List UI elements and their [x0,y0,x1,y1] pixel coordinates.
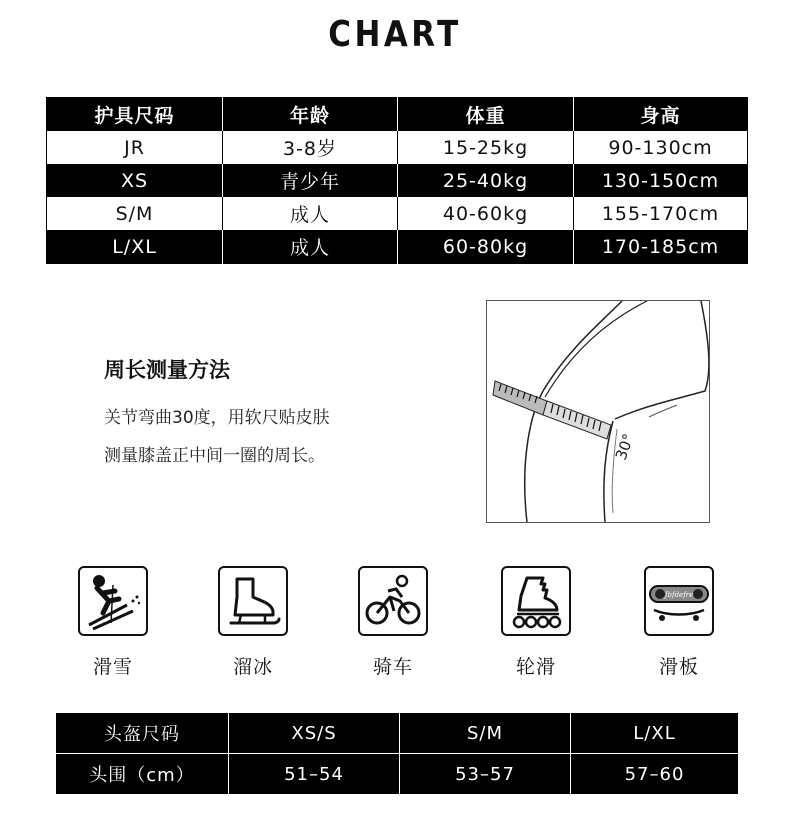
knee-measurement-illustration [486,300,710,523]
sport-label: 滑雪 [92,656,133,678]
table-cell: 25-40kg [398,164,574,197]
sport-label: 骑车 [372,656,413,678]
table-cell: 头围（cm） [89,765,195,786]
table-cell: 170-185cm [574,230,748,264]
cycling-icon [358,566,428,636]
table-cell: 成人 [223,197,398,230]
sport-skateboarding [642,566,716,679]
table-cell: S/M [47,197,223,230]
sport-label: 溜冰 [232,656,273,678]
angle-label: 30° [611,431,638,463]
table-cell: L/XL [47,230,223,264]
roller-skate-icon [501,566,571,636]
table-row [47,164,748,197]
sport-label: 轮滑 [515,656,556,678]
measurement-instruction-line: 关节弯曲30度，用软尺贴皮肤 [104,408,330,428]
table-cell: 51–54 [229,754,400,795]
table-header-row [47,98,748,132]
header-cell: 年龄 [223,98,398,132]
skateboard-deck-text: Jbfdefre [664,591,694,599]
helmet-header-row [56,713,738,754]
table-row [47,230,748,264]
table-cell: 40-60kg [398,197,574,230]
header-cell: 护具尺码 [47,98,223,132]
header-cell: 身高 [574,98,748,132]
header-cell: L/XL [571,713,739,754]
sport-skiing [76,566,150,679]
table-cell: 青少年 [223,164,398,197]
page-title: CHART [328,14,462,55]
table-cell: 130-150cm [574,164,748,197]
helmet-size-table [56,713,738,794]
table-cell: JR [47,131,223,164]
skiing-icon [78,566,148,636]
sport-cycling [356,566,430,679]
measurement-instruction-line: 测量膝盖正中间一圈的周长。 [104,446,325,466]
sport-roller-skating [499,566,573,679]
table-cell: XS [47,164,223,197]
table-cell: 57–60 [571,754,739,795]
table-cell: 15-25kg [398,131,574,164]
ice-skate-icon [218,566,288,636]
measuring-tape [493,381,611,439]
protector-size-table [46,97,748,264]
table-cell: 155-170cm [574,197,748,230]
table-row [47,131,748,164]
table-cell: 3-8岁 [223,131,398,164]
measurement-method-title: 周长测量方法 [104,358,230,382]
bent-knee-drawing [487,301,709,522]
table-row [56,754,738,795]
table-cell: 60-80kg [398,230,574,264]
table-cell: 成人 [223,230,398,264]
header-cell: S/M [400,713,571,754]
skateboard-icon [644,566,714,636]
header-cell: 头盔尺码 [56,713,229,754]
header-cell: 体重 [398,98,574,132]
table-cell: 90-130cm [574,131,748,164]
header-cell: XS/S [229,713,400,754]
sport-label: 滑板 [658,656,699,678]
sport-ice-skating [216,566,290,679]
table-row [47,197,748,230]
table-cell: 53–57 [400,754,571,795]
